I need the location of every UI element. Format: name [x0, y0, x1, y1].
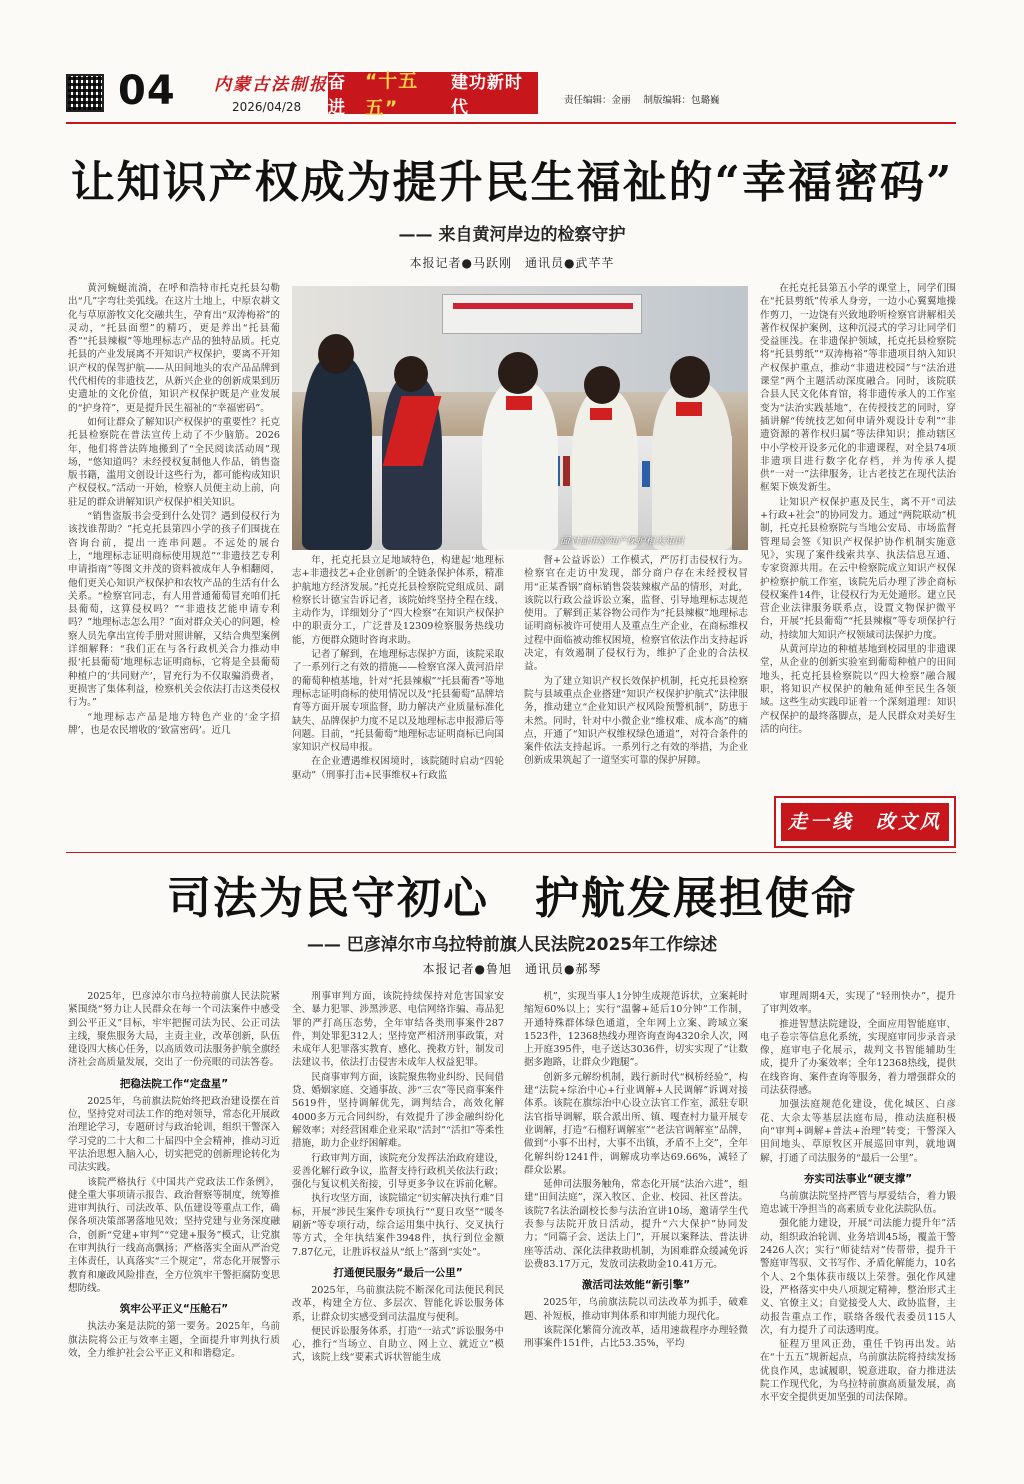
article1-headline: 让知识产权成为提升民生福祉的“幸福密码” [70, 157, 954, 208]
editor-credits [564, 92, 730, 106]
banner-prefix: 奋进 [328, 73, 346, 118]
section-subheading: 把稳法院工作“定盘星” [119, 1077, 229, 1090]
article1-photo [292, 286, 748, 550]
paragraph: 便民诉讼服务体系，打造“一站式”诉讼服务中心，推行“当场立、自助立、网上立、就近立”模式，该院上线“要素式诉状智能生成 [292, 1325, 504, 1364]
section-banner [328, 70, 538, 119]
paragraph: 征程万里风正劲，重任千钧再出发。站在“十五五”规新起点，乌前旗法院将持续发扬优良作风，忠诚履职，锐意进取，奋力推进法院工作现代化，为乌拉特前旗高质量发展，高水平安全提供更加坚强的司法保障。 [760, 1339, 956, 1404]
paragraph: 记者了解到，在地理标志保护方面，该院采取了一系列行之有效的措施——检察官深入黄河沿岸的葡萄种植基地，针对“托县辣椒”“托县葡香”等地理标志证明商标的使用情况以及“托县葡萄”品牌培育等方面开展专项监督，助力解决产业质量标准化缺失、品牌保护力度不足以及地理标志申报滞后等问题。目前，“托县葡萄”地理标志证明商标已向国家知识产权局申报。 [292, 649, 504, 754]
article2-headline: 司法为民守初心 护航发展担使命 [167, 873, 857, 924]
paragraph: 乌前旗法院坚持严管与厚爱结合，着力锻造忠诚干净担当的高素质专业化法院队伍。 [760, 1190, 956, 1216]
article1-subhead: —— 来自黄河岸边的检察守护 [398, 225, 626, 245]
paragraph: 2025年，乌前旗法院不断深化司法便民利民改革，构建全方位、多层次、智能化诉讼服务体系，让群众切实感受到司法温度与便利。 [292, 1284, 504, 1323]
paragraph: 执行攻坚方面，该院锚定“切实解决执行难”目标，开展“涉民生案件专项执行”“夏日攻坚”“暖冬刷新”等专项行动，综合运用集中执行、交叉执行等方式，全年执结案件3948件，执行到位金额7.87亿元，让胜诉权益从“纸上”落到“实处”。 [292, 1193, 504, 1258]
article2-byline: 本报记者●鲁旭 通讯员●郝琴 [422, 962, 602, 976]
banner-suffix: 建功新时代 [450, 73, 523, 118]
article1-column-4 [760, 282, 956, 790]
article2-column-2 [292, 990, 504, 1460]
paragraph: 2025年，乌前旗法院以司法改革为抓手，破难题、补短板，推动审判体系和审判能力现代化。 [524, 1297, 748, 1322]
page-number: 04 [118, 68, 176, 114]
paragraph: 民商事审判方面，该院聚焦物业纠纷、民间借贷、婚姻家庭、交通事故、涉“三农”等民商事案件5619件，坚持调解优先，调判结合，高效化解4000多万元合同纠纷，有效提升了涉金融纠纷化解效率；对经营困难企业采取“活封”“活扣”等柔性措施，助力企业纾困解难。 [292, 1071, 504, 1150]
paragraph: 黄河蜿蜒流淌，在呼和浩特市托克托县勾勒出“几”字弯壮美弧线。在这片土地上，中原农耕文化与草原游牧文化交融共生，孕育出“双涛梅裕”的灵动，“托县面塑”的精巧，更是养出“托县葡香”“托县辣椒”等地理标志产品的独特品质。托克托县的产业发展离不开知识产权保护，要离不开知识产权的保驾护航——从田间地头的农产品品牌到代代相传的非遗技艺，从新兴企业的创新成果到历史遗址的文化价值，知识产权保护既是产业发展的“护身符”，更是提升民生福祉的“幸福密码”。 [68, 283, 280, 414]
paragraph: 该院深化繁简分流改革，适用速裁程序办理轻微刑事案件151件，占比53.35%，平均 [524, 1324, 748, 1350]
paragraph: 2025年，巴彦淖尔市乌拉特前旗人民法院紧紧围绕“努力让人民群众在每一个司法案件中感受到公平正义”目标，牢牢把握司法为民、公正司法主线，聚焦服务大局，主责主业，改革创新，队伍建设四大核心任务，以高质效司法服务护航全旗经济社会高质量发展，交出了一份亮眼的司法答卷。 [68, 991, 280, 1069]
paragraph: 行政审判方面，该院充分发挥法治政府建设，妥善化解行政争议，监督支持行政机关依法行政；强化与复议机关衔接，引导更多争议在诉前化解。 [292, 1152, 504, 1191]
section-subheading: 激活司法效能“新引擎” [581, 1279, 691, 1292]
paragraph: 执法办案是法院的第一要务。2025年，乌前旗法院将公正与效率主题，全面提升审判执行质效，全力维护社会公平正义和和谐稳定。 [68, 1321, 280, 1359]
article2-column-4 [760, 990, 956, 1460]
paragraph: 审理周期4天，实现了“轻刑快办”，提升了审判效率。 [760, 991, 956, 1016]
paragraph: 年，托克托县立足地域特色，构建起‘地理标志+非遗技艺+企业创新’的全链条保护体系，精准护航地方经济发展。”托克托县检察院党组成员、副检察长计德宝告诉记者，该院始终坚持全程在线、主动作为，详细划分了“四大检察”在知识产权保护中的职责分工，广泛普及12309检察服务热线功能，方便群众随时咨询求助。 [292, 555, 504, 646]
masthead [66, 70, 956, 120]
section-subheading: 夯实司法事业“硬支撑” [803, 1172, 913, 1185]
paragraph: “销售盗版书会受到什么处罚？遇到侵权行为该找谁帮助？”托克托县第四小学的孩子们围拢在咨询台前，提出一连串问题。不远处的展台上，“地理标志证明商标使用规范”“非遗技艺专利申请指南”等图文并茂的资料被成年人争相翻阅，他们更关心知识产权保护和农牧产品的生活有什么关系。“检察官同志，有人用普通葡萄冒充咱们托县葡萄，这算侵权吗？”“非遗技艺能申请专利吗？”地理标志怎么用？”面对群众关心的问题，检察人员先拿出宣传手册对照讲解，又结合典型案例详细解释：“我们正在与各行政机关合力推动申报‘托县葡萄’地理标志证明商标，它将是全县葡萄种植户的‘共同财产’，冒充行为不仅取骗消费者，更损害了集体利益，检察机关会依法打击这类侵权行为。” [68, 511, 280, 709]
article2-column-3 [524, 990, 748, 1460]
paragraph: 延伸司法服务触角，常态化开展“法治六进”，组建“田间法庭”，深入牧区、企业、校园、社区普法。该院7名法治副校长参与法治宣讲10场，邀请学生代表参与法院开放日活动，提升“六大保护”协同发力；“同篇子会、送法上门”，开展以案释法、普法讲座等活动、深化法律救助机制，为困难群众缓减免诉讼费83.17万元，发放司法救助金10.41万元。 [524, 1179, 748, 1270]
article-divider [66, 852, 956, 853]
paragraph: 强化能力建设，开展“司法能力提升年”活动，组织政治轮训、业务培训45场，覆盖干警2426人次；实行“师徒结对”传帮带，提升干警庭审驾驭、文书写作、矛盾化解能力，10名个人、2个集体获市级以上荣誉。强化作风建设，严格落实中央八项规定精神，整治形式主义、官僚主义；自觉接受人大、政协监督，主动报告重点工作，联络各级代表委员115人次，有力提升了司法透明度。 [760, 1218, 956, 1336]
section-subheading: 筑牢公平正义“压舱石” [119, 1303, 229, 1316]
article1-column-2 [292, 554, 504, 844]
photo-caption: 面对面讲解知产保护相关知识 [560, 536, 684, 547]
slogan-text: 走一线 改文风 [781, 803, 949, 841]
paragraph: 在托克托县第五小学的课堂上，同学们围在“托县剪纸”传承人身旁，一边小心翼翼地操作剪刀，一边饶有兴致地聆听检察官讲解相关著作权保护案例，这种沉浸式的学习让同学们受益匪浅。在非遗保护领域，托克托县检察院将“托县剪纸”“双涛梅裕”等非遗项目纳入知识产权保护重点，推动“非遗进校园”与“法治进课堂”两个主题活动深度融合。同时，该院联合县人民文化体育馆，将非遗传承人的工作室变为“法治实践基地”，在传授技艺的同时，穿插讲解“传统技艺如何申请外观设计专利”“非遗资源的著作权归属”等法律知识；推动辖区中小学校开设多元化的非遗课程，对全县74项非遗项目进行数字化存档，并为传承人提供“一对一”法律服务，让古老技艺在现代法治框架下焕发新生。 [760, 283, 956, 494]
article1-column-3 [524, 554, 748, 844]
paragraph: 加强法庭规范化建设，优化城区、白彦花、大佘太等基层法庭布局，推动法庭积极向“审判+调解+普法+治理”转变；干警深入田间地头、草原牧区开展巡回审判，就地调解，打通了司法服务的“最后一公里”。 [760, 1099, 956, 1164]
paragraph: 创新多元解纷机制，践行新时代“枫桥经验”，构建“法院+综治中心+行业调解+人民调解”诉调对接体系。该院在旗综治中心设立法官工作室，派驻专职法官指导调解，联合派出所、镇、嘎查村力量开展专业调解，打造“石榴籽调解室”“老法官调解室”品牌，做到“小事不出村，大事不出镇，矛盾不上交”，全年化解纠纷1241件，调解成功率达69.66%，减轻了群众讼累。 [524, 1071, 748, 1176]
qr-code-icon[interactable] [66, 74, 104, 112]
paragraph: 如何让群众了解知识产权保护的重要性？托克托县检察院在普法宣传上动了不少脑筋。2026年，他们将普法阵地搬到了“全民阅读活动周”现场，“悠知道吗？未经授权复制他人作品，销售盗版书籍，滥用文创设计这些行为，都可能构成知识产权侵权。”活动一开始，检察人员便主动上前，向驻足的群众讲解知识产权保护相关知识。 [68, 416, 280, 508]
newspaper-logo: 内蒙古法制报 [214, 75, 328, 95]
paragraph: 推进智慧法院建设，全面应用智能庭审、电子卷宗等信息化系统，实现庭审同步录音录像，庭审电子化展示，裁判文书智能辅助生成，提升了办案效率；全年12368热线，提供在线咨询、案件查询等服务，着力增强群众的司法获得感。 [760, 1018, 956, 1097]
section-subheading: 打通便民服务“最后一公里” [333, 1266, 463, 1279]
paragraph: 机”，实现当事人1分钟生成规范诉状，立案耗时缩短60%以上；实行“温馨+延后10分钟”工作制，开通特殊群体绿色通道，全年网上立案、跨域立案1523件，12368热线办理咨询查询4320余人次，网上开庭395件，电子送达3036件，切实实现了“让数据多跑路，让群众少跑腿”。 [524, 991, 748, 1069]
paragraph: 督+公益诉讼）工作模式，严厉打击侵权行为。检察官在走访中发现，部分商户存在未经授权冒用“正某香锅”商标销售袋装辣椒产品的情形，对此，该院以行政公益诉讼立案，监督、引导地理标志规范使用。了解到正某谷物公司作为“托县辣椒”地理标志证明商标被许可使用人及重点生产企业，在商标维权过程中面临被动维权困境，检察官依法作出支持起诉决定，有效遏制了侵权行为，维护了企业的合法权益。 [524, 555, 748, 673]
paragraph: “地理标志产品是地方特色产业的‘金字招牌’，也是农民增收的‘致富密码’。近几 [68, 711, 280, 736]
responsible-editor: 责任编辑：金丽 [564, 95, 631, 106]
paragraph: 为了建立知识产权长效保护机制，托克托县检察院与县域重点企业搭建“知识产权保护护航式”法律服务，推动建立“企业知识产权风险预警机制”，防患于未然。同时，针对中小微企业“维权难、成本高”的痛点，开通了“知识产权维权绿色通道”，对符合条件的案件依法支持起诉。一系列行之有效的举措，为企业创新成果筑起了一道坚实可靠的保护屏障。 [524, 675, 748, 767]
production-editor: 制版编辑：包璐巍 [643, 95, 720, 106]
paragraph: 刑事审判方面，该院持续保持对危害国家安全、暴力犯罪、涉黑涉恶、电信网络诈骗、毒品犯罪的严打高压态势，全年审结各类刑事案件287件，判处罪犯312人；坚持宽严相济刑事政策，对未成年人犯罪落实教育、感化、挽救方针，制发司法建议书，依法打击侵害未成年人权益犯罪。 [292, 991, 504, 1069]
article1-column-1 [68, 282, 280, 842]
paragraph: 该院严格执行《中国共产党政法工作条例》，健全重大事项请示报告、政治督察等制度，统筹推进审判执行、司法改革、队伍建设等重点工作，确保各项决策部署落地见效；坚持党建与业务深度融合，创新“党建+审判”“党建+服务”模式，让党旗在审判执行一线高高飘扬；严格落实全面从严治党主体责任，认真落实“三个规定”，常态化开展警示教育和廉政风险排查，全方位筑牢干警拒腐防变思想防线。 [68, 1176, 280, 1294]
article2-column-1 [68, 990, 280, 1460]
paragraph: 从黄河岸边的种植基地到校园里的非遗课堂，从企业的创新实验室到葡萄种植户的田间地头，托克托县检察院以“四大检察”融合履职，将知识产权保护的触角延伸至民生各领域。这些生动实践印证着一个深刻道理：知识产权保护的最终落脚点，是人民群众对美好生活的向往。 [760, 644, 956, 735]
paragraph: 让知识产权保护惠及民生，离不开“司法+行政+社会”的协同发力。通过“两院联动”机制，托克托县检察院与当地公安局、市场监督管理局会签《知识产权保护协作机制实施意见》，实现了案件线索共享、执法信息互通、专家资源共用。在云中检察院成立知识产权保护检察护航工作室，该院先后办理了涉企商标侵权案件14件，让侵权行为无处遁形。建立民营企业法律服务联系点，设置文物保护微平台，开展“托县葡萄”“托县辣椒”等专项保护行动，持续加大知识产权领域司法保护力度。 [760, 496, 956, 641]
article2-subhead: —— 巴彦淖尔市乌拉特前旗人民法院2025年工作综述 [306, 935, 718, 955]
paragraph: 2025年，乌前旗法院始终把政治建设摆在首位，坚持党对司法工作的绝对领导，常态化开展政治理论学习，专题研讨与政治轮训，组织干警深入学习党的二十大和二十届四中全会精神，推动习近平法治思想入脑入心，切实把党的创新理论转化为司法实践。 [68, 1095, 280, 1174]
banner-highlight: “十五五” [364, 70, 419, 119]
slogan-badge [774, 796, 956, 848]
article1-byline: 本报记者●马跃刚 通讯员●武芊芊 [409, 256, 615, 270]
header-rule [66, 122, 956, 124]
issue-date: 2026/04/28 [232, 100, 302, 114]
paragraph: 在企业遭遇维权困境时，该院随时启动“四轮驱动”（刑事打击+民事维权+行政监 [292, 756, 504, 781]
